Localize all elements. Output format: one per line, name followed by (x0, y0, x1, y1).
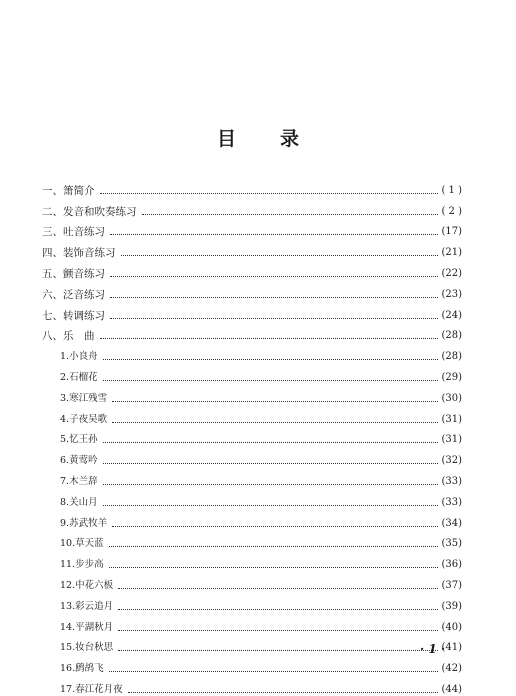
toc-entry-page: ( 2 ) (441, 205, 462, 217)
toc-entry-page: (33) (441, 475, 462, 487)
toc-entry (42, 363, 462, 384)
toc-entry (42, 280, 462, 301)
dot-leader (103, 442, 439, 443)
toc-entry (42, 654, 462, 675)
dot-leader (121, 255, 439, 256)
toc-entry (42, 634, 462, 655)
toc-entry-label: 3.寒江残雪 (60, 392, 108, 404)
dot-leader (109, 567, 439, 568)
toc-entry-label: 13.彩云追月 (60, 600, 114, 612)
dot-leader (100, 338, 439, 339)
toc-entry (42, 467, 462, 488)
page-title (0, 124, 516, 151)
toc-entry-label: 15.妆台秋思 (60, 642, 114, 654)
toc-entry-label: 7.木兰辞 (60, 475, 98, 487)
toc-entry-page: ( 1 ) (441, 184, 462, 196)
toc-entry (42, 301, 462, 322)
toc-entry-label: 16.鹧鸪飞 (60, 663, 104, 675)
toc-entry (42, 613, 462, 634)
dot-leader (142, 214, 439, 215)
dot-leader (110, 234, 438, 235)
toc-entry-page: (34) (441, 517, 462, 529)
toc-entry (42, 218, 462, 239)
toc-entry-page: (42) (441, 663, 462, 675)
toc-entry (42, 530, 462, 551)
dot-leader (103, 359, 439, 360)
toc-entry-label: 12.中花六板 (60, 579, 114, 591)
toc-entry-label: 9.苏武牧羊 (60, 517, 108, 529)
dot-leader (118, 588, 438, 589)
toc-entry (42, 405, 462, 426)
toc-entry (42, 592, 462, 613)
toc-entry (42, 675, 462, 696)
toc-entry (42, 509, 462, 530)
toc-entry-label: 四、装饰音练习 (42, 247, 116, 260)
toc-entry-label: 三、吐音练习 (42, 226, 105, 239)
dot-leader (103, 380, 439, 381)
dot-leader (110, 318, 438, 319)
dot-leader (110, 276, 438, 277)
toc-entry (42, 571, 462, 592)
toc-entry (42, 238, 462, 259)
toc-entry (42, 322, 462, 343)
toc-entry-page: (29) (441, 371, 462, 383)
toc-entry (42, 342, 462, 363)
toc-entry (42, 259, 462, 280)
toc-entry-label: 10.草天蓝 (60, 538, 104, 550)
toc-entry-page: (33) (441, 496, 462, 508)
page-number: · 1 · (420, 642, 446, 656)
toc-entry-page: (28) (441, 351, 462, 363)
toc-entry-page: (32) (441, 455, 462, 467)
dot-leader (128, 692, 439, 693)
toc-entry-label: 11.步步高 (60, 559, 104, 571)
toc-entry-page: (17) (441, 226, 462, 238)
toc-entry-label: 8.关山月 (60, 496, 98, 508)
toc-entry (42, 426, 462, 447)
toc-entry-label: 2.石榴花 (60, 371, 98, 383)
dot-leader (103, 463, 439, 464)
dot-leader (109, 546, 439, 547)
dot-leader (112, 526, 438, 527)
toc-entry-label: 6.黄莺吟 (60, 455, 98, 467)
page-title-char-1: 目 (216, 128, 236, 150)
toc-entry-page: (40) (441, 621, 462, 633)
dot-leader (112, 401, 438, 402)
toc-entry-page: (21) (441, 247, 462, 259)
dot-leader (109, 671, 439, 672)
toc-entry-page: (22) (441, 267, 462, 279)
dot-leader (103, 484, 439, 485)
toc-entry-page: (36) (441, 559, 462, 571)
dot-leader (118, 609, 438, 610)
toc-entry-page: (44) (441, 683, 462, 695)
toc-entry-label: 4.子夜吴歌 (60, 413, 108, 425)
toc-entry (42, 446, 462, 467)
toc-entry-page: (31) (441, 413, 462, 425)
toc-entry-page: (41) (441, 642, 462, 654)
toc-entry (42, 384, 462, 405)
toc-entry-page: (39) (441, 600, 462, 612)
toc-entry-page: (30) (441, 392, 462, 404)
table-of-contents (42, 176, 462, 696)
toc-entry-page: (35) (441, 538, 462, 550)
toc-entry-label: 17.春江花月夜 (60, 683, 123, 695)
toc-entry-label: 5.忆王孙 (60, 434, 98, 446)
toc-entry (42, 197, 462, 218)
toc-entry-page: (28) (441, 330, 462, 342)
toc-entry-label: 二、发音和吹奏练习 (42, 205, 137, 218)
toc-entry (42, 176, 462, 197)
dot-leader (118, 650, 438, 651)
toc-entry-label: 七、转调练习 (42, 309, 105, 322)
page-title-char-2: 录 (280, 128, 300, 150)
toc-entry-label: 一、箫简介 (42, 184, 95, 197)
dot-leader (112, 422, 438, 423)
toc-entry-page: (23) (441, 288, 462, 300)
toc-entry-label: 五、颤音练习 (42, 267, 105, 280)
toc-entry (42, 488, 462, 509)
toc-entry (42, 550, 462, 571)
dot-leader (103, 505, 439, 506)
toc-entry-page: (37) (441, 579, 462, 591)
toc-entry-label: 1.小良舟 (60, 351, 98, 363)
toc-entry-page: (24) (441, 309, 462, 321)
dot-leader (110, 297, 438, 298)
dot-leader (100, 193, 439, 194)
toc-entry-label: 六、泛音练习 (42, 288, 105, 301)
toc-entry-page: (31) (441, 434, 462, 446)
dot-leader (118, 630, 438, 631)
toc-entry-label: 八、乐 曲 (42, 330, 95, 343)
toc-entry-label: 14.平湖秋月 (60, 621, 114, 633)
